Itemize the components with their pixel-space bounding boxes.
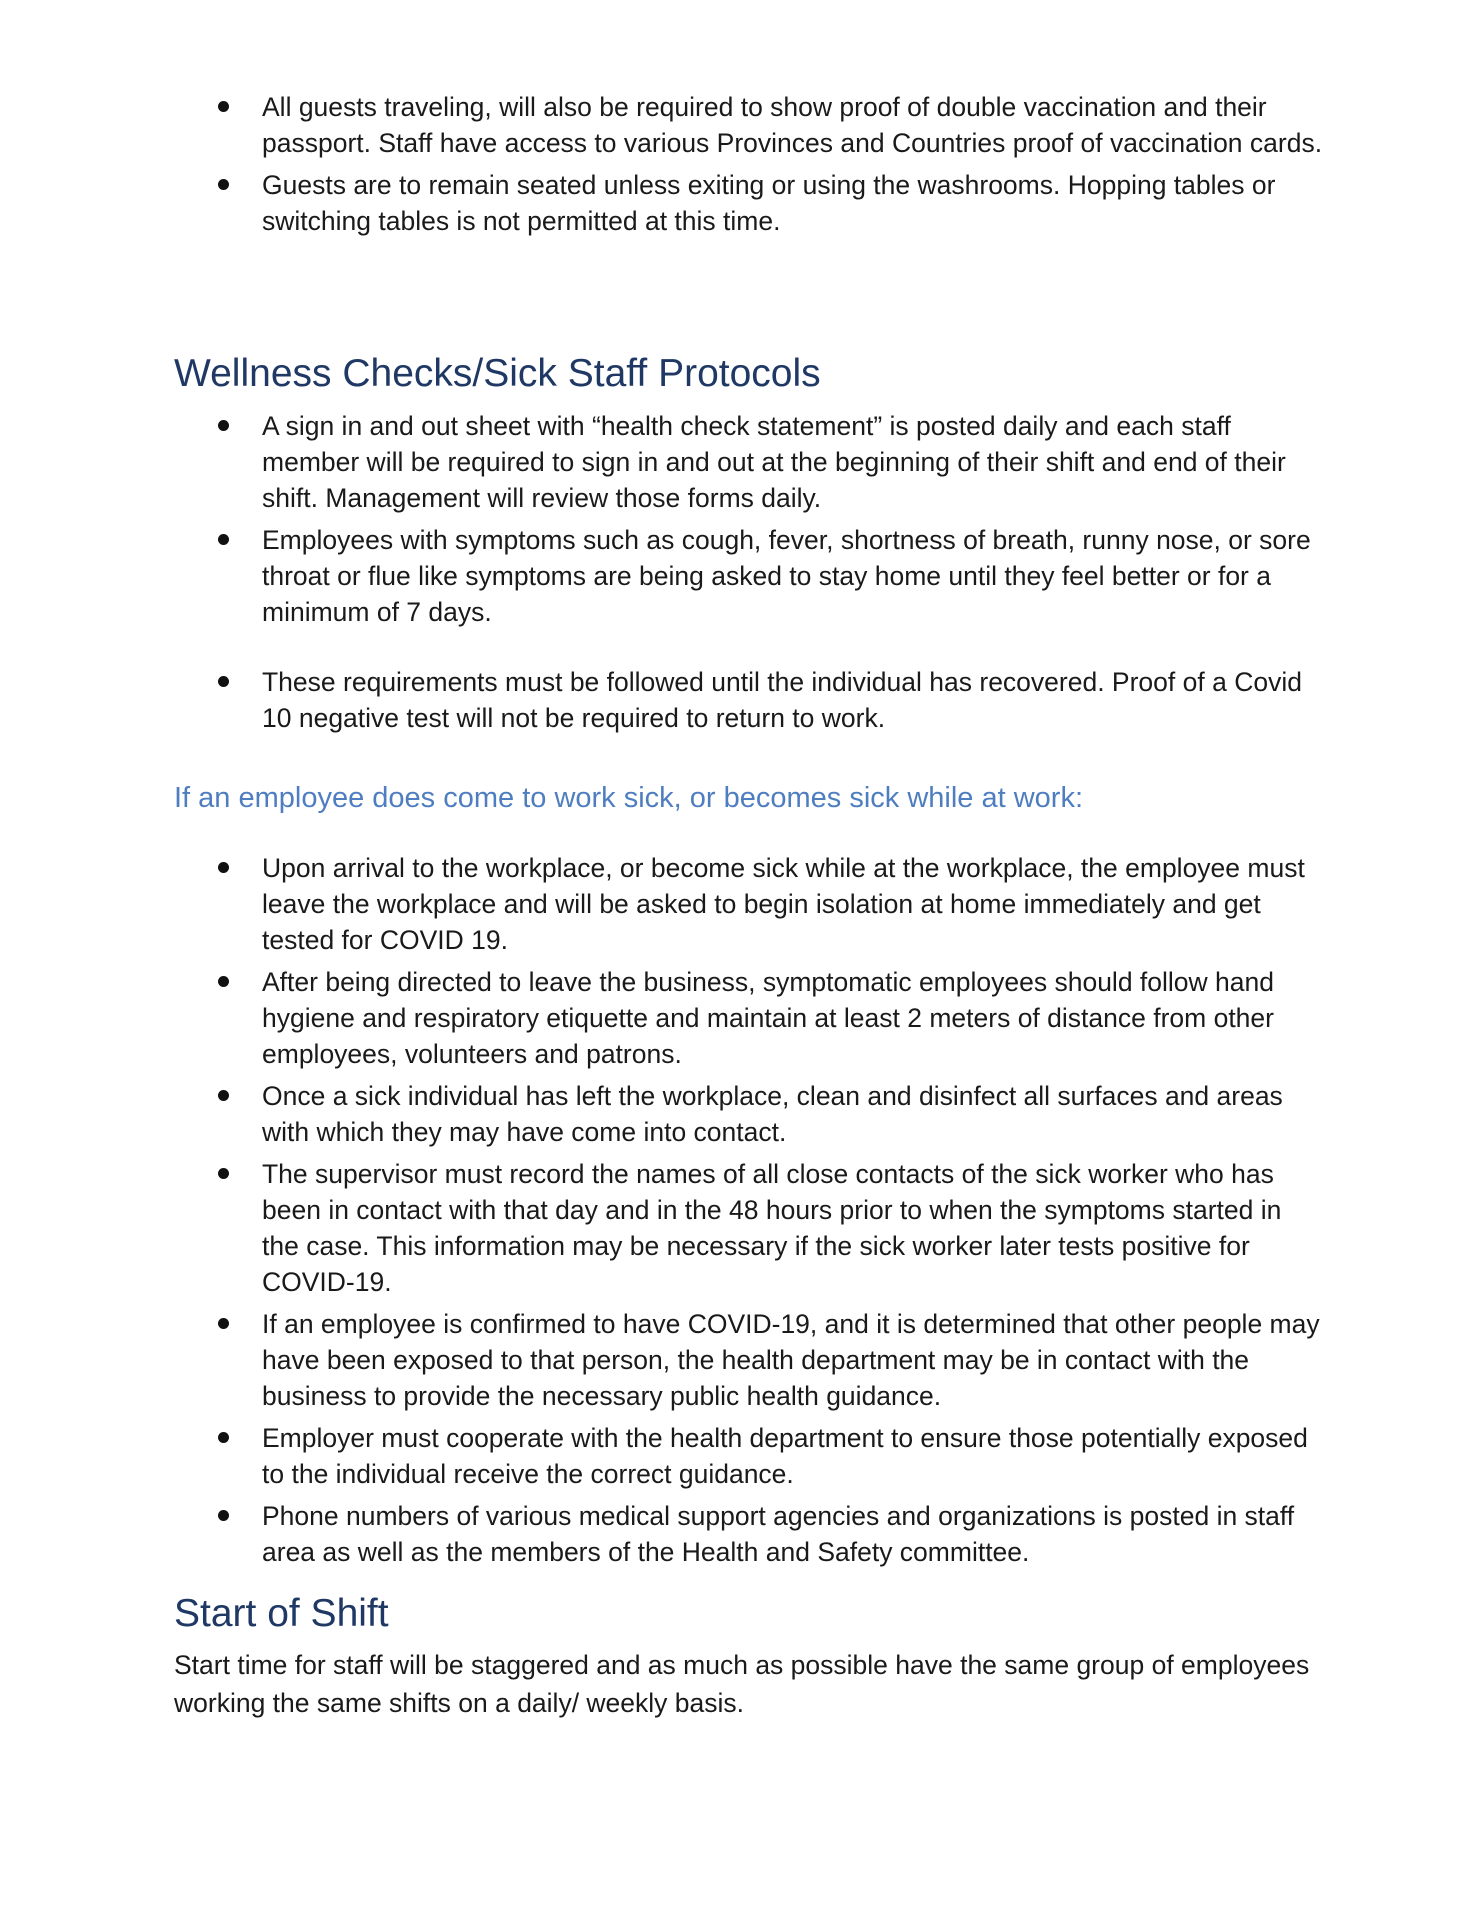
bullet-text: Guests are to remain seated unless exiting or using the washrooms. Hopping tables or switching tables is not permitted at this time.: [262, 170, 1276, 236]
list-item: [174, 1306, 1324, 1414]
list-item: [174, 167, 1324, 239]
list-item: [174, 850, 1324, 958]
start-of-shift-body: Start time for staff will be staggered and as much as possible have the same group of employees working the same shifts on a daily/ weekly basis.: [174, 1650, 1310, 1718]
bullet-text: The supervisor must record the names of all close contacts of the sick worker who has been in contact with that day and in the 48 hours prior to when the symptoms started in the case. This information may be necessary if the sick worker later tests positive for COVID-19.: [262, 1159, 1282, 1297]
bullet-text: Employer must cooperate with the health department to ensure those potentially exposed to the individual receive the correct guidance.: [262, 1423, 1308, 1489]
bullet-text: Upon arrival to the workplace, or become sick while at the workplace, the employee must leave the workplace and will be asked to begin isolation at home immediately and get tested for COVID 19.: [262, 853, 1305, 955]
bullet-text: Employees with symptoms such as cough, fever, shortness of breath, runny nose, or sore throat or flue like symptoms are being asked to stay home until they feel better or for a minimum of 7 days.: [262, 525, 1311, 627]
bullet-icon: [218, 420, 229, 431]
list-item: [174, 1156, 1324, 1300]
wellness-heading: Wellness Checks/Sick Staff Protocols: [174, 352, 821, 395]
bullet-text: If an employee is confirmed to have COVID-19, and it is determined that other people may have been exposed to that person, the health department may be in contact with the business to provide the necessary public health guidance.: [262, 1309, 1320, 1411]
bullet-text: These requirements must be followed until the individual has recovered. Proof of a Covid 10 negative test will not be required to return to work.: [262, 667, 1302, 733]
list-item: [174, 964, 1324, 1072]
list-item: [174, 522, 1324, 630]
bullet-text: All guests traveling, will also be required to show proof of double vaccination and their passport. Staff have access to various Provinces and Countries proof of vaccination cards.: [262, 92, 1323, 158]
list-item: [174, 1078, 1324, 1150]
intro-bullet-list: [174, 89, 1324, 245]
start-of-shift-heading: Start of Shift: [174, 1592, 389, 1635]
bullet-icon: [218, 1168, 229, 1179]
list-item: [174, 1420, 1324, 1492]
bullet-text: Once a sick individual has left the workplace, clean and disinfect all surfaces and areas with which they may have come into contact.: [262, 1081, 1283, 1147]
bullet-text: A sign in and out sheet with “health check statement” is posted daily and each staff member will be required to sign in and out at the beginning of their shift and end of their shift. Management will review those forms daily.: [262, 411, 1286, 513]
bullet-icon: [218, 534, 229, 545]
bullet-text: Phone numbers of various medical support agencies and organizations is posted in staff area as well as the members of the Health and Safety committee.: [262, 1501, 1295, 1567]
bullet-icon: [218, 1510, 229, 1521]
list-item: [174, 664, 1324, 736]
bullet-icon: [218, 862, 229, 873]
bullet-text: After being directed to leave the business, symptomatic employees should follow hand hygiene and respiratory etiquette and maintain at least 2 meters of distance from other employees, volunteers and patrons.: [262, 967, 1274, 1069]
list-item: [174, 1498, 1324, 1570]
wellness-bullet-list: [174, 408, 1324, 742]
bullet-icon: [218, 676, 229, 687]
sick-at-work-heading: If an employee does come to work sick, or becomes sick while at work:: [174, 782, 1084, 814]
sick-at-work-bullet-list: [174, 850, 1324, 1576]
bullet-icon: [218, 1090, 229, 1101]
list-item: [174, 89, 1324, 161]
bullet-icon: [218, 101, 229, 112]
bullet-icon: [218, 1318, 229, 1329]
bullet-icon: [218, 1432, 229, 1443]
list-item: [174, 408, 1324, 516]
bullet-icon: [218, 976, 229, 987]
bullet-icon: [218, 179, 229, 190]
